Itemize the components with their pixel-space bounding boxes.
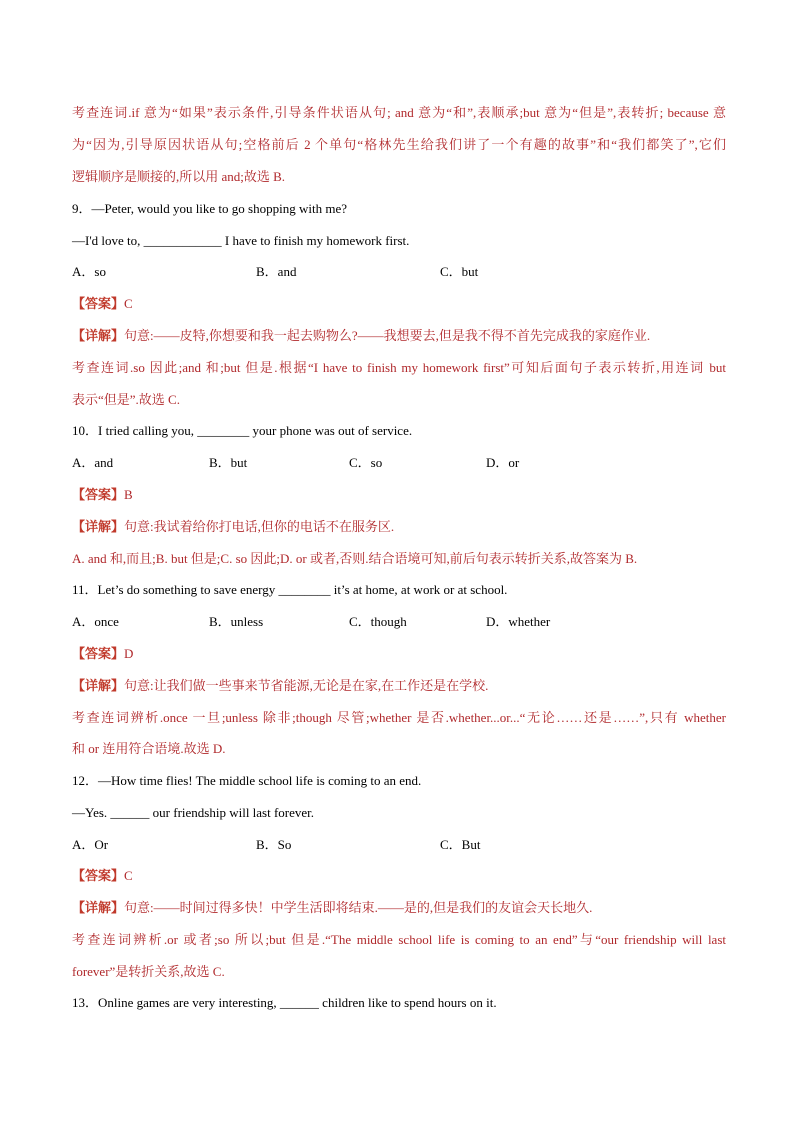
detail-label: 【详解】 [72, 520, 125, 535]
option-a: A．Or [72, 837, 109, 852]
answer-value: B [124, 487, 133, 502]
detail-label: 【详解】 [72, 679, 125, 694]
answer-line [72, 645, 726, 664]
option-b: B．but [209, 455, 248, 470]
answer-line [72, 486, 726, 505]
answer-label: 【答案】 [72, 869, 125, 884]
detail-line [72, 677, 726, 696]
option-b: B．and [256, 264, 297, 279]
detail-text: 句意:我试着给你打电话,但你的电话不在服务区. [124, 519, 395, 534]
answer-label: 【答案】 [72, 297, 125, 312]
analysis-line: 考查连词.if 意为“如果”表示条件,引导条件状语从句; and 意为“和”,表顺承;but 意为“但是”,表转折; because 意 [72, 105, 726, 120]
question-text: 13．Online games are very interesting, ______ children like to spend hours on it. [72, 995, 497, 1010]
question-text: 10．I tried calling you, ________ your phone was out of service. [72, 423, 413, 438]
detail-text: 句意:——时间过得多快！中学生活即将结束.——是的,但是我们的友谊会天长地久. [124, 900, 593, 915]
answer-value: D [124, 646, 134, 661]
analysis-line: 和 or 连用符合语境.故选 D. [72, 741, 226, 756]
option-a: A．and [72, 455, 114, 470]
detail-text: 句意:——皮特,你想要和我一起去购物么?——我想要去,但是我不得不首先完成我的家庭作业. [124, 328, 651, 343]
question-text: 11．Let’s do something to save energy ________ it’s at home, at work or at school. [72, 582, 508, 597]
analysis-line: 考查连词辨析.once 一旦;unless 除非;though 尽管;whether 是否.whether...or...“无论……还是……”,只有 whether [72, 710, 726, 725]
answer-label: 【答案】 [72, 488, 125, 503]
detail-line [72, 327, 726, 346]
option-b: B．unless [209, 614, 264, 629]
option-a: A．so [72, 264, 106, 279]
detail-label: 【详解】 [72, 901, 125, 916]
option-d: D．whether [486, 614, 551, 629]
answer-line [72, 867, 726, 886]
option-b: B．So [256, 837, 292, 852]
analysis-line: A. and 和,而且;B. but 但是;C. so 因此;D. or 或者,否则.结合语境可知,前后句表示转折关系,故答案为 B. [72, 551, 638, 566]
detail-label: 【详解】 [72, 329, 125, 344]
detail-text: 句意:让我们做一些事来节省能源,无论是在家,在工作还是在学校. [124, 678, 489, 693]
analysis-line: 表示“但是”.故选 C. [72, 392, 180, 407]
analysis-line: 考查连词辨析.or 或者;so 所以;but 但是.“The middle school life is coming to an end”与“our friendship will last [72, 932, 726, 947]
answer-label: 【答案】 [72, 647, 125, 662]
option-c: C．so [349, 455, 383, 470]
option-c: C．But [440, 837, 481, 852]
detail-line [72, 899, 726, 918]
analysis-line: 为“因为,引导原因状语从句;空格前后 2 个单句“格林先生给我们讲了一个有趣的故事”和“我们都笑了”,它们 [72, 137, 726, 152]
analysis-line: 逻辑顺序是顺接的,所以用 and;故选 B. [72, 169, 286, 184]
question-text: —I'd love to, ____________ I have to finish my homework first. [72, 233, 410, 248]
option-a: A．once [72, 614, 119, 629]
answer-value: C [124, 296, 133, 311]
option-c: C．but [440, 264, 479, 279]
question-text: —Yes. ______ our friendship will last forever. [72, 805, 315, 820]
analysis-line: forever”是转折关系,故选 C. [72, 964, 225, 979]
question-text: 12．—How time flies! The middle school life is coming to an end. [72, 773, 422, 788]
question-text: 9．—Peter, would you like to go shopping with me? [72, 201, 347, 216]
answer-value: C [124, 868, 133, 883]
detail-line [72, 518, 726, 537]
analysis-line: 考查连词.so 因此;and 和;but 但是.根据“I have to finish my homework first”可知后面句子表示转折,用连词 but [72, 360, 726, 375]
option-d: D．or [486, 455, 520, 470]
answer-line [72, 295, 726, 314]
option-c: C．though [349, 614, 407, 629]
